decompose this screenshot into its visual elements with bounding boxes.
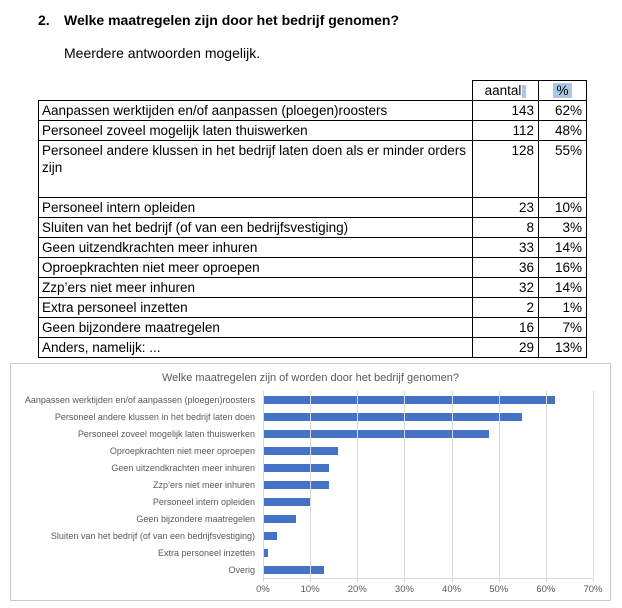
chart-bar-row bbox=[263, 442, 593, 459]
chart-category-label: Oproepkrachten niet meer oproepen bbox=[109, 445, 255, 456]
row-pct-cell: 10% bbox=[539, 198, 587, 218]
chart-bar bbox=[263, 396, 555, 404]
chart-category-label: Personeel intern opleiden bbox=[152, 497, 255, 508]
chart-category-label: Personeel andere klussen in het bedrijf laten doen bbox=[54, 411, 255, 422]
table-row bbox=[39, 121, 587, 141]
results-table bbox=[38, 80, 587, 358]
chart-bar bbox=[263, 447, 338, 455]
chart-x-tick-label: 0% bbox=[256, 584, 270, 595]
table-row bbox=[39, 278, 587, 298]
row-pct-cell: 7% bbox=[539, 318, 587, 338]
table-row bbox=[39, 218, 587, 238]
results-table-header-row bbox=[39, 81, 587, 101]
table-row bbox=[39, 198, 587, 218]
question-heading bbox=[38, 12, 399, 28]
row-label-cell: Personeel zoveel mogelijk laten thuiswerken bbox=[39, 121, 473, 141]
chart-bar bbox=[263, 515, 296, 523]
chart-bar-row bbox=[263, 476, 593, 493]
chart-category-label: Sluiten van het bedrijf (of van een bedrijfsvestiging) bbox=[50, 531, 255, 542]
row-label-cell: Geen bijzondere maatregelen bbox=[39, 318, 473, 338]
row-pct-cell: 13% bbox=[539, 338, 587, 358]
chart-bar bbox=[263, 430, 489, 438]
chart-gridline bbox=[310, 391, 311, 578]
chart-x-tick-label: 60% bbox=[536, 584, 556, 595]
row-label-cell: Personeel intern opleiden bbox=[39, 198, 473, 218]
chart-bar bbox=[263, 481, 329, 489]
chart-bar-row bbox=[263, 425, 593, 442]
chart-title: Welke maatregelen zijn of worden door het bedrijf genomen? bbox=[162, 372, 459, 384]
chart-bar bbox=[263, 464, 329, 472]
row-aantal-cell: 112 bbox=[473, 121, 539, 141]
table-row bbox=[39, 258, 587, 278]
bar-chart bbox=[10, 363, 611, 601]
question-subtitle: Meerdere antwoorden mogelijk. bbox=[64, 45, 261, 61]
row-aantal-cell: 8 bbox=[473, 218, 539, 238]
chart-category-labels bbox=[15, 391, 255, 579]
chart-category-label: Extra personeel inzetten bbox=[157, 548, 255, 559]
row-pct-cell: 3% bbox=[539, 218, 587, 238]
chart-tickmark bbox=[593, 579, 594, 582]
chart-bar bbox=[263, 566, 324, 574]
chart-bar bbox=[263, 413, 522, 421]
row-pct-cell: 14% bbox=[539, 238, 587, 258]
row-pct-cell: 14% bbox=[539, 278, 587, 298]
chart-x-tick-label: 40% bbox=[442, 584, 462, 595]
highlight-strip bbox=[522, 85, 526, 98]
chart-x-tick-label: 20% bbox=[347, 584, 367, 595]
row-label-cell: Zzp’ers niet meer inhuren bbox=[39, 278, 473, 298]
chart-plot-area bbox=[263, 391, 593, 579]
chart-bar-row bbox=[263, 493, 593, 510]
chart-category-label: Personeel zoveel mogelijk laten thuiswerken bbox=[77, 428, 255, 439]
table-row bbox=[39, 101, 587, 121]
row-pct-cell: 1% bbox=[539, 298, 587, 318]
chart-gridline bbox=[593, 391, 594, 578]
row-aantal-cell: 143 bbox=[473, 101, 539, 121]
table-row bbox=[39, 338, 587, 358]
chart-x-tick-label: 30% bbox=[394, 584, 414, 595]
row-pct-cell: 55% bbox=[539, 141, 587, 198]
chart-tickmark bbox=[357, 579, 358, 582]
row-aantal-cell: 29 bbox=[473, 338, 539, 358]
chart-bar-rows bbox=[263, 391, 593, 578]
row-label-cell: Extra personeel inzetten bbox=[39, 298, 473, 318]
chart-x-tick-label: 50% bbox=[489, 584, 509, 595]
chart-category-label: Geen uitzendkrachten meer inhuren bbox=[111, 462, 255, 473]
chart-tickmark bbox=[546, 579, 547, 582]
chart-category-label: Geen bijzondere maatregelen bbox=[136, 514, 255, 525]
header-empty-cell bbox=[39, 81, 473, 101]
row-aantal-cell: 16 bbox=[473, 318, 539, 338]
table-row bbox=[39, 141, 587, 198]
chart-bar bbox=[263, 532, 277, 540]
header-pct-cell: % bbox=[539, 81, 587, 101]
header-aantal-cell: aantal bbox=[473, 81, 539, 101]
row-label-cell: Sluiten van het bedrijf (of van een bedrijfsvestiging) bbox=[39, 218, 473, 238]
chart-gridline bbox=[404, 391, 405, 578]
chart-gridline bbox=[452, 391, 453, 578]
row-pct-cell: 62% bbox=[539, 101, 587, 121]
row-aantal-cell: 33 bbox=[473, 238, 539, 258]
chart-bar bbox=[263, 498, 310, 506]
row-aantal-cell: 128 bbox=[473, 141, 539, 198]
row-label-cell: Geen uitzendkrachten meer inhuren bbox=[39, 238, 473, 258]
chart-tickmark bbox=[452, 579, 453, 582]
chart-bar-row bbox=[263, 459, 593, 476]
row-label-cell: Anders, namelijk: ... bbox=[39, 338, 473, 358]
question-title: Welke maatregelen zijn door het bedrijf genomen? bbox=[64, 12, 400, 28]
results-table-body bbox=[39, 101, 587, 358]
row-pct-cell: 16% bbox=[539, 258, 587, 278]
chart-bar-row bbox=[263, 527, 593, 544]
row-aantal-cell: 2 bbox=[473, 298, 539, 318]
chart-bar-row bbox=[263, 561, 593, 578]
table-row bbox=[39, 318, 587, 338]
chart-category-label: Overig bbox=[228, 565, 255, 576]
row-label-cell: Oproepkrachten niet meer oproepen bbox=[39, 258, 473, 278]
chart-x-tick-label: 10% bbox=[300, 584, 320, 595]
chart-x-tick-label: 70% bbox=[583, 584, 603, 595]
table-row bbox=[39, 298, 587, 318]
row-aantal-cell: 36 bbox=[473, 258, 539, 278]
row-label-cell: Personeel andere klussen in het bedrijf laten doen als er minder orders zijn bbox=[39, 141, 473, 198]
chart-category-label: Zzp’ers niet meer inhuren bbox=[152, 480, 255, 491]
chart-tickmark bbox=[404, 579, 405, 582]
chart-bar-row bbox=[263, 391, 593, 408]
chart-tickmark bbox=[310, 579, 311, 582]
chart-gridline bbox=[499, 391, 500, 578]
row-label-cell: Aanpassen werktijden en/of aanpassen (ploegen)roosters bbox=[39, 101, 473, 121]
row-aantal-cell: 23 bbox=[473, 198, 539, 218]
chart-tickmark bbox=[499, 579, 500, 582]
row-aantal-cell: 32 bbox=[473, 278, 539, 298]
chart-tickmark bbox=[263, 579, 264, 582]
chart-gridline bbox=[546, 391, 547, 578]
chart-category-label: Aanpassen werktijden en/of aanpassen (ploegen)roosters bbox=[24, 394, 255, 405]
chart-gridline bbox=[357, 391, 358, 578]
chart-gridline bbox=[263, 391, 264, 578]
chart-bar-row bbox=[263, 510, 593, 527]
chart-bar-row bbox=[263, 408, 593, 425]
chart-bar-row bbox=[263, 544, 593, 561]
chart-x-axis-ticks bbox=[256, 584, 603, 598]
table-row bbox=[39, 238, 587, 258]
row-pct-cell: 48% bbox=[539, 121, 587, 141]
question-number: 2. bbox=[38, 12, 50, 28]
